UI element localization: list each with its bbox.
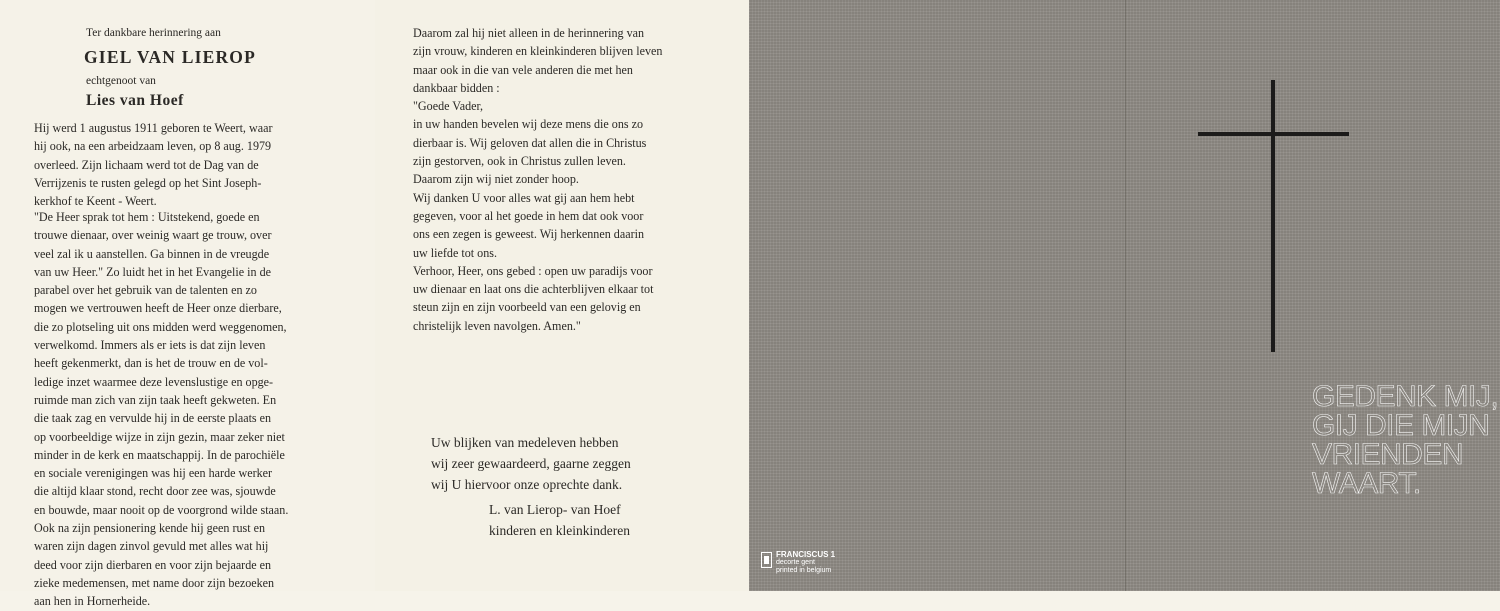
publisher-logo [761, 551, 835, 575]
biography-text: Hij werd 1 augustus 1911 geboren te Weert, waar hij ook, na een arbeidzaam leven, op 8 aug. 1979 overleed. Zijn lichaam werd tot de Dag van de Verrijzenis te rusten gelegd op het Sint Joseph- kerkhof te Keent - Weert. [34, 121, 273, 209]
publisher-printed: printed in belgium [776, 567, 832, 574]
cover-fold-line [1125, 0, 1126, 591]
motto-line: VRIENDEN [1312, 438, 1464, 471]
middle-panel [375, 0, 749, 591]
publisher-location: decorte gent [776, 559, 815, 566]
family-signature: L. van Lierop- van Hoef kinderen en kleinkinderen [489, 502, 630, 538]
motto-line: GIJ DIE MIJN [1312, 409, 1490, 442]
prayer-text: Daarom zal hij niet alleen in de herinnering van zijn vrouw, kinderen en kleinkinderen blijven leven maar ook in die van vele anderen die met hen dankbaar bidden : "Goede Vader, in uw handen bevelen wij deze mens die ons zo dierbaar is. Wij geloven dat allen die in Christus zijn gestorven, ook in Christus zullen leven. Daarom zijn wij niet zonder hoop. Wij danken U voor alles wat gij aan hem hebt gegeven, voor al het goede in hem dat ook voor ons een zegen is geweest. Wij herkennen daarin uw liefde tot ons. Verhoor, Heer, ons gebed : open uw paradijs voor uw dienaar en laat ons die achterblijven elkaar tot steun zijn en zijn voorbeeld van een gelovig en christelijk leven navolgen. Amen." [413, 26, 663, 333]
motto-line: GEDENK MIJ, [1312, 380, 1499, 413]
deceased-name: GIEL VAN LIEROP [84, 47, 256, 67]
spouse-name: Lies van Hoef [86, 92, 184, 109]
spouse-intro-line: echtgenoot van [86, 75, 156, 87]
cross-icon [1271, 80, 1275, 352]
cover-panel [749, 0, 1500, 591]
cover-motto [1312, 382, 1498, 498]
publisher-logo-icon [761, 552, 772, 568]
thanks-text: Uw blijken van medeleven hebben wij zeer gewaardeerd, gaarne zeggen wij U hiervoor onze oprechte dank. [431, 435, 631, 492]
dedication-line: Ter dankbare herinnering aan [86, 27, 221, 39]
tribute-text: "De Heer sprak tot hem : Uitstekend, goede en trouwe dienaar, over weinig waart ge trouw, over veel zal ik u aanstellen. Ga binnen in de vreugde van uw Heer." Zo luidt het in het Evangelie in de parabel over het gebruik van de talenten en zo mogen we vertrouwen heeft de Heer onze dierbare, die zo plotseling uit ons midden werd weggenomen, verwelkomd. Immers als er iets is dat zijn leven heeft gekenmerkt, dan is het de trouw en de vol- ledige inzet waarmee deze levenslustige en opge- ruimde man zich van zijn taak heeft gekweten. En die taak zag en vervulde hij in de eerste plaats en op voorbeeldige wijze in zijn gezin, maar zeker niet minder in de kerk en maatschappij. In de parochiële en sociale verenigingen was hij een harde werker die altijd klaar stond, recht door zee was, sjouwde en bouwde, maar nooit op de voorgrond wilde staan. Ook na zijn pensionering kende hij geen rust en waren zijn dagen zinvol gevuld met alles wat hij deed voor zijn dierbaren en voor zijn bejaarde en zieke medemensen, met name door zijn bezoeken aan hen in Hornerheide. [34, 210, 289, 609]
publisher-name: FRANCISCUS 1 [776, 550, 836, 559]
cross-icon-bar [1198, 132, 1349, 136]
motto-line: WAART. [1312, 467, 1421, 500]
left-panel [0, 0, 375, 609]
